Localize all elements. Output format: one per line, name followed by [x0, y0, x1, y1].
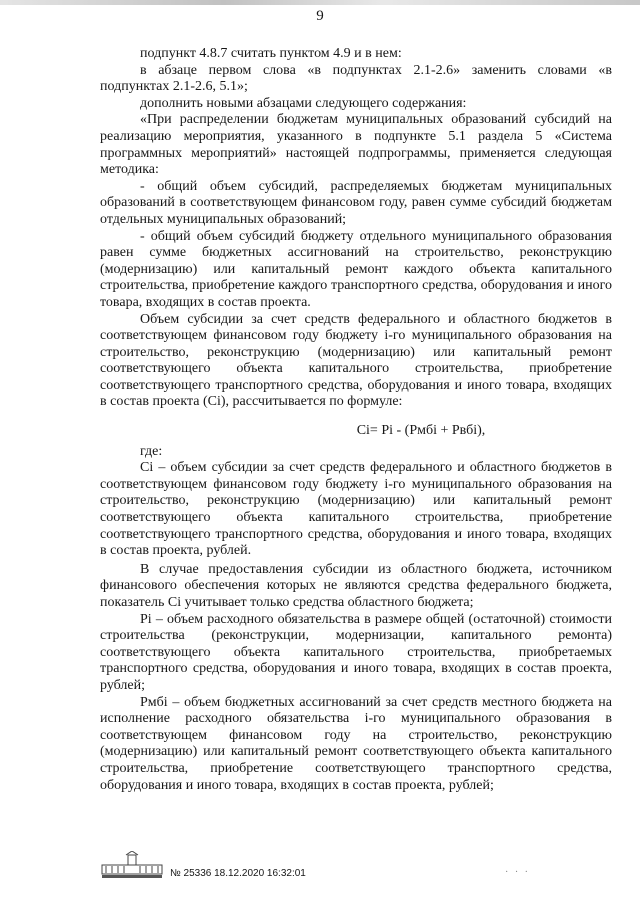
definition-pi: Рi – объем расходного обязательства в размере общей (остаточной) стоимости строительства (реконструкции, модернизации, капитального ремонта) соответствующего объекта капитального строительства, приобретаемых транспортного средства, оборудования и иного товара, входящих в состав проекта, рублей;: [100, 611, 612, 693]
formula-where-label: где:: [140, 443, 163, 459]
list-item: - общий объем субсидий бюджету отдельного муниципального образования равен сумме бюджетных ассигнований на строительство, реконструкцию (модернизацию) или капитальный ремонт каждого объекта капитального строительства, приобретение каждого транспортного средства, оборудования и иного товара, входящих в состав проекта.: [100, 228, 612, 310]
definition-ci: Сi – объем субсидии за счет средств федерального и областного бюджетов в соответствующем финансовом году бюджету i-го муниципального образования на строительство, реконструкцию (модернизацию) или капитальный ремонт соответствующего объекта капитального строительства, приобретение соответствующего транспортного средства, оборудования и иного товара, входящих в состав проекта, рублей.: [100, 460, 612, 559]
page-number: 9: [316, 8, 324, 24]
scan-top-edge: [0, 0, 640, 5]
paragraph: подпункт 4.8.7 считать пунктом 4.9 и в нем:: [140, 46, 402, 61]
paragraph: «При распределении бюджетам муниципальных образований субсидий на реализацию мероприятия, указанного в подпункте 5.1 раздела 5 «Система программных мероприятий» настоящей подпрограммы, применяется следующая методика:: [100, 112, 612, 178]
definition-pmbi: Рмбi – объем бюджетных ассигнований за счет средств местного бюджета на исполнение расходного обязательства i-го муниципального образования в соответствующем финансовом году на строительство, реконструкцию (модернизацию) или капитальный ремонт соответствующего объекта капитального строительства, приобретение соответствующего транспортного средства, оборудования и иного товара, входящих в состав проекта, рублей;: [100, 694, 612, 793]
government-building-logo-icon: [100, 851, 164, 879]
paragraph: дополнить новыми абзацами следующего содержания:: [140, 95, 467, 111]
paragraph: В случае предоставления субсидии из областного бюджета, источником финансового обеспечения которых не являются средства федерального бюджета, показатель Сi учитывает только средства областного бюджета;: [100, 561, 612, 610]
page-footer: [100, 851, 612, 881]
paragraph: Объем субсидии за счет средств федерального и областного бюджетов в соответствующем финансовом году бюджету i-го муниципального образования на строительство, реконструкцию (модернизацию) или капитальный ремонт соответствующего объекта капитального строительства, приобретение соответствующего транспортного средства, оборудования и иного товара, входящих в состав проекта (Сi), рассчитывается по формуле:: [100, 311, 612, 410]
formula: Сi= Рi - (Рмбi + Рвбi),: [356, 423, 486, 439]
list-item: - общий объем субсидий, распределяемых бюджетам муниципальных образований в соответствующем финансовом году, равен сумме субсидий бюджетам отдельных муниципальных образований;: [100, 178, 612, 227]
paragraph: в абзаце первом слова «в подпунктах 2.1-2.6» заменить словами «в подпунктах 2.1-2.6, 5.1»;: [100, 62, 612, 95]
registration-stamp: № 25336 18.12.2020 16:32:01: [170, 868, 306, 879]
scan-marks: · · ·: [505, 867, 530, 878]
document-body: [100, 46, 612, 794]
